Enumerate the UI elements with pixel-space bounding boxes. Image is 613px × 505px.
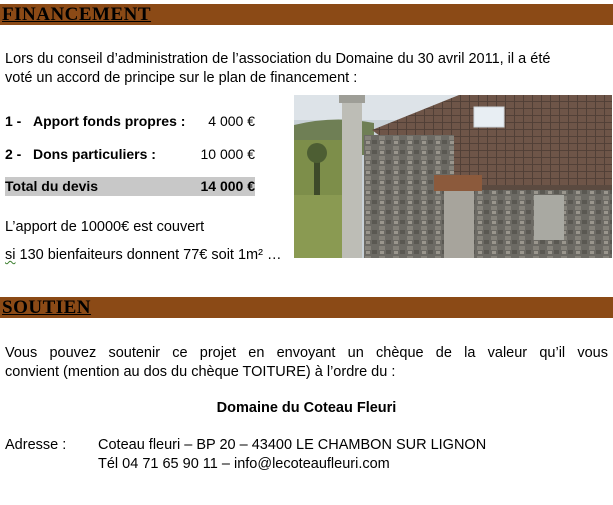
intro-line-2: voté un accord de principe sur le plan de financement : bbox=[5, 70, 358, 86]
note-line-2 bbox=[5, 245, 281, 265]
total-amount: 14 000 € bbox=[200, 178, 255, 194]
intro-line-1: Lors du conseil d’administration de l’association du Domaine du 30 avril 2011, il a été bbox=[5, 51, 551, 67]
row-label: Apport fonds propres : bbox=[33, 113, 186, 129]
address-label: Adresse : bbox=[5, 437, 67, 453]
note-line-2-prefix: si bbox=[5, 247, 16, 263]
financing-row-2 bbox=[5, 145, 255, 164]
row-label: Dons particuliers : bbox=[33, 146, 156, 162]
financing-row-1 bbox=[5, 112, 255, 131]
financement-header-bar bbox=[0, 4, 613, 25]
row-number: 1 - bbox=[5, 113, 22, 129]
note-line-1: L’apport de 10000€ est couvert bbox=[5, 219, 205, 235]
financement-heading: FINANCEMENT bbox=[2, 4, 152, 25]
row-amount: 10 000 € bbox=[200, 146, 255, 162]
row-number: 2 - bbox=[5, 146, 22, 162]
payee-name: Domaine du Coteau Fleuri bbox=[216, 400, 397, 416]
row-amount: 4 000 € bbox=[208, 113, 255, 129]
house-photo bbox=[294, 95, 612, 258]
address-line-2: Tél 04 71 65 90 11 – info@lecoteaufleuri.com bbox=[98, 456, 390, 472]
soutien-line-2: convient (mention au dos du chèque TOITURE) à l’ordre du : bbox=[5, 364, 396, 380]
soutien-heading: SOUTIEN bbox=[2, 297, 92, 318]
soutien-header-bar bbox=[0, 297, 613, 318]
address-line-1: Coteau fleuri – BP 20 – 43400 LE CHAMBON SUR LIGNON bbox=[98, 437, 487, 453]
note-line-2-text: 130 bienfaiteurs donnent 77€ soit 1m² … bbox=[15, 247, 282, 263]
financing-total-row bbox=[5, 177, 255, 196]
soutien-line-1: Vous pouvez soutenir ce projet en envoyant un chèque de la valeur qu’il vous bbox=[5, 345, 608, 361]
total-label: Total du devis bbox=[5, 178, 99, 194]
